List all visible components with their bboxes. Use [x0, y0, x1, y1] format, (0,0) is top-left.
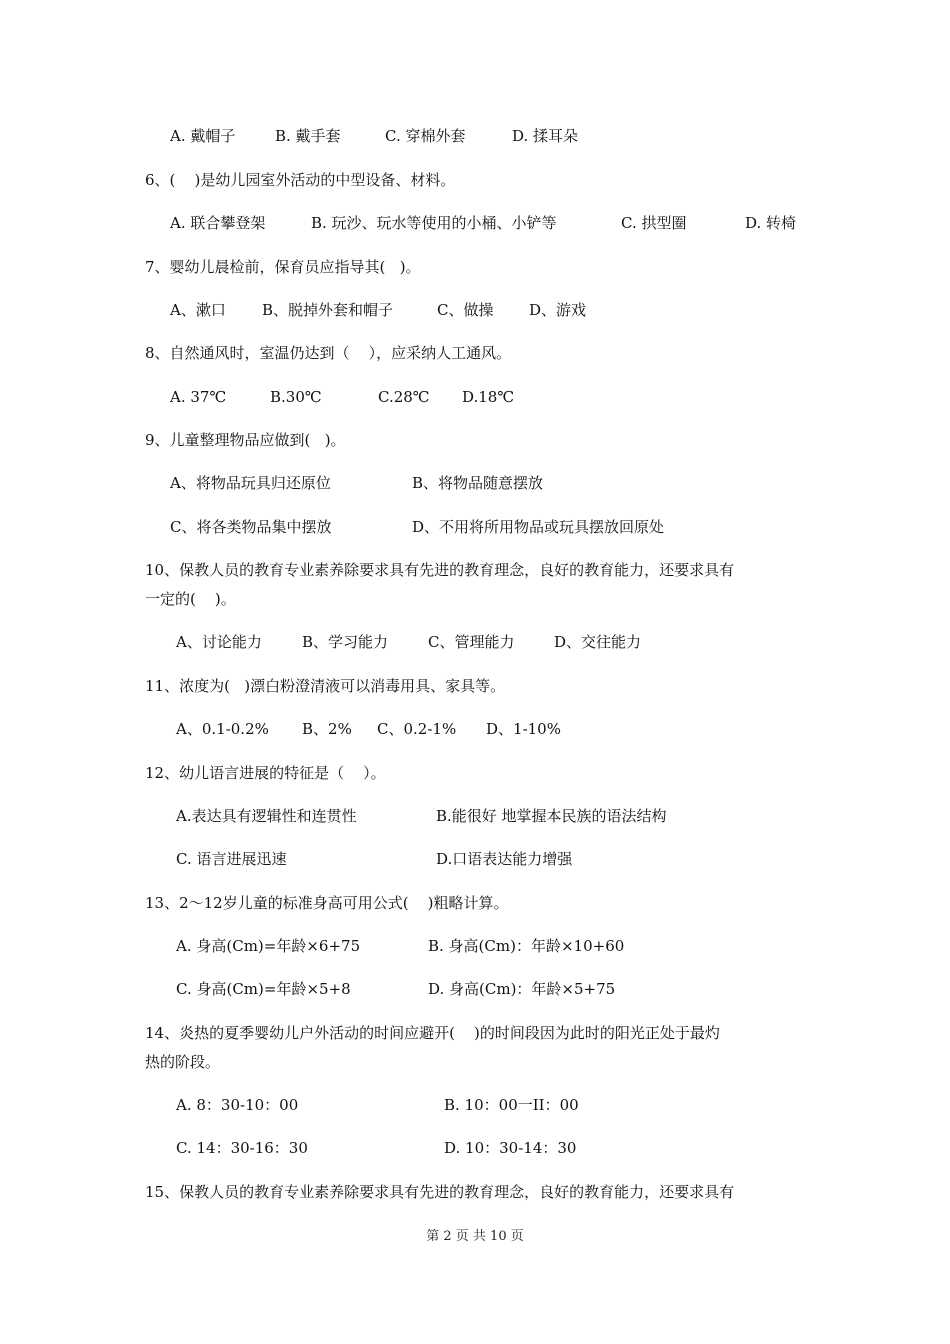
- answer-option: B. 10：00一II：00: [444, 1096, 579, 1114]
- answer-option: B、2%: [302, 720, 352, 738]
- question-text: 12、幼儿语言进展的特征是（ ）。: [145, 764, 386, 782]
- answer-option: D. 10：30-14：30: [444, 1139, 577, 1157]
- answer-option: A、讨论能力: [176, 633, 262, 651]
- answer-option: A、0.1-0.2%: [176, 720, 269, 738]
- answer-option: D. 身高(Cm)：年龄×5+75: [428, 980, 616, 998]
- answer-option: C. 穿棉外套: [385, 127, 466, 145]
- answer-option: A、漱口: [170, 301, 226, 319]
- answer-option: C.28℃: [378, 388, 430, 406]
- answer-option: D. 揉耳朵: [512, 127, 579, 145]
- question-text: 热的阶段。: [145, 1053, 221, 1071]
- answer-option: B.能很好 地掌握本民族的语法结构: [436, 807, 667, 825]
- answer-option: D.口语表达能力增强: [436, 850, 573, 868]
- question-text: 15、保教人员的教育专业素养除要求具有先进的教育理念，良好的教育能力，还要求具有: [145, 1183, 735, 1201]
- answer-option: D、游戏: [529, 301, 587, 319]
- answer-option: D、1-10%: [486, 720, 561, 738]
- question-text: 10、保教人员的教育专业素养除要求具有先进的教育理念，良好的教育能力，还要求具有: [145, 561, 735, 579]
- answer-option: D.18℃: [462, 388, 515, 406]
- answer-option: C. 语言进展迅速: [176, 850, 287, 868]
- answer-option: B、脱掉外套和帽子: [262, 301, 394, 319]
- answer-option: A. 身高(Cm)=年龄×6+75: [176, 937, 361, 955]
- answer-option: C、0.2-1%: [377, 720, 457, 738]
- answer-option: C、将各类物品集中摆放: [170, 518, 332, 536]
- answer-option: B、学习能力: [302, 633, 389, 651]
- question-text: 14、炎热的夏季婴幼儿户外活动的时间应避开( )的时间段因为此时的阳光正处于最灼: [145, 1024, 720, 1042]
- answer-option: C、做操: [437, 301, 494, 319]
- answer-option: C、管理能力: [428, 633, 515, 651]
- question-text: 11、浓度为( )漂白粉澄清液可以消毒用具、家具等。: [145, 677, 506, 695]
- answer-option: A. 联合攀登架: [170, 214, 266, 232]
- answer-option: B.30℃: [270, 388, 322, 406]
- answer-option: A. 戴帽子: [170, 127, 236, 145]
- question-text: 13、2～12岁儿童的标准身高可用公式( )粗略计算。: [145, 894, 509, 912]
- answer-option: C. 身高(Cm)=年龄×5+8: [176, 980, 351, 998]
- answer-option: C. 14：30-16：30: [176, 1139, 308, 1157]
- question-text: 一定的( )。: [145, 590, 236, 608]
- answer-option: A. 37℃: [170, 388, 227, 406]
- answer-option: D. 转椅: [745, 214, 797, 232]
- answer-option: B、将物品随意摆放: [412, 474, 544, 492]
- answer-option: A.表达具有逻辑性和连贯性: [176, 807, 357, 825]
- question-text: 7、婴幼儿晨检前，保育员应指导其( )。: [145, 258, 421, 276]
- question-text: 9、儿童整理物品应做到( )。: [145, 431, 346, 449]
- answer-option: B. 戴手套: [275, 127, 341, 145]
- answer-option: D、交往能力: [554, 633, 642, 651]
- answer-option: D、不用将所用物品或玩具摆放回原处: [412, 518, 665, 536]
- page-footer: 第 2 页 共 10 页: [426, 1229, 524, 1244]
- question-text: 6、( )是幼儿园室外活动的中型设备、材料。: [145, 171, 456, 189]
- question-text: 8、自然通风时，室温仍达到（ ），应采纳人工通风。: [145, 344, 512, 362]
- answer-option: A. 8：30-10：00: [176, 1096, 299, 1114]
- answer-option: B. 身高(Cm)：年龄×10+60: [428, 937, 625, 955]
- answer-option: B. 玩沙、玩水等使用的小桶、小铲等: [311, 214, 557, 232]
- answer-option: C. 拱型圈: [621, 214, 687, 232]
- answer-option: A、将物品玩具归还原位: [170, 474, 331, 492]
